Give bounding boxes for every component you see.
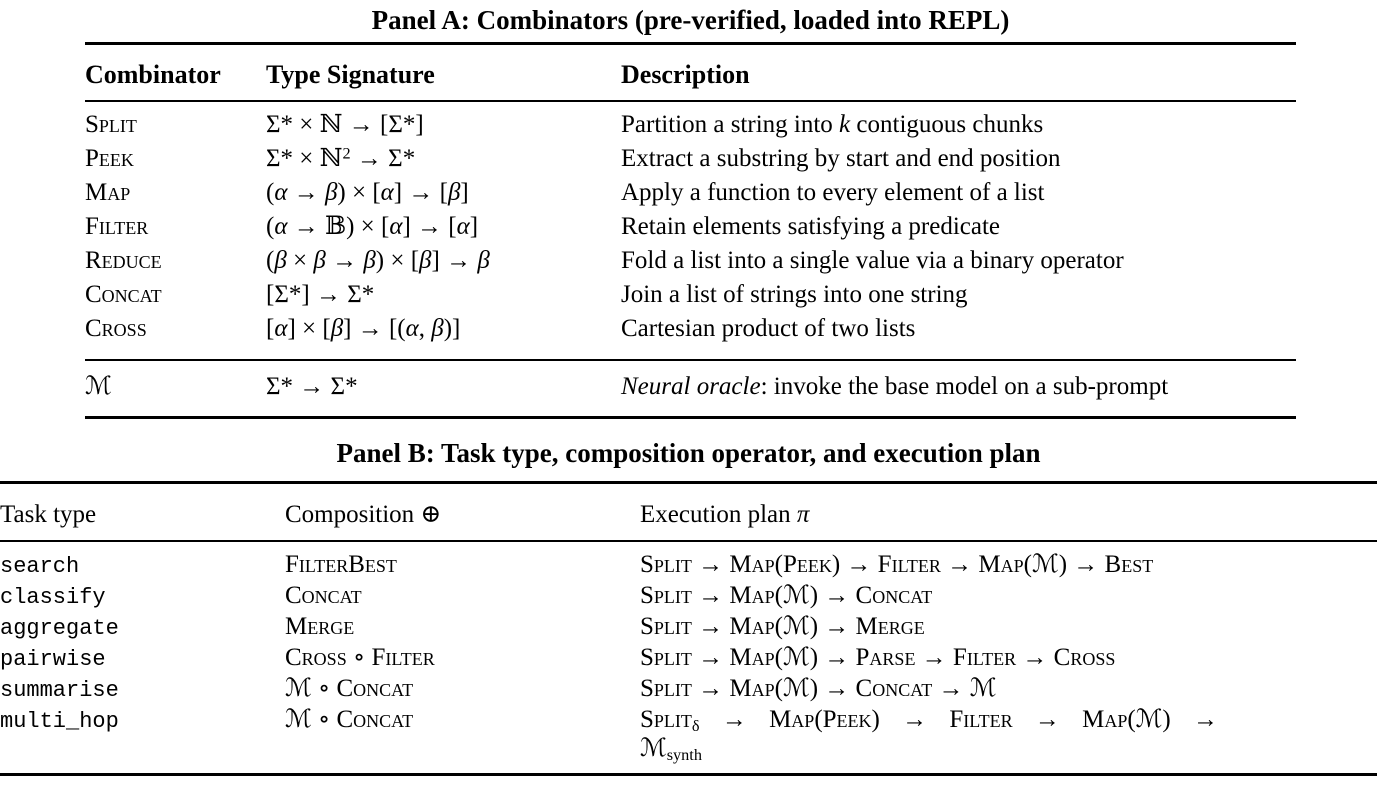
combinator-cell: Concat xyxy=(85,281,162,308)
panel-b-task-plan-table xyxy=(0,430,1377,776)
signature-cell: [α] × [β] → [(α, β)] xyxy=(266,315,461,342)
combinator-cell: Filter xyxy=(85,213,149,240)
composition-cell: Concat xyxy=(285,582,362,609)
signature-cell: (β × β → β) × [β] → β xyxy=(266,247,490,274)
table-row xyxy=(85,278,1296,312)
combinator-cell: Peek xyxy=(85,145,134,172)
panel-b-body xyxy=(0,542,1377,773)
column-header-execution-plan: Execution plan π xyxy=(640,501,810,528)
table-row xyxy=(0,581,1377,612)
table-row xyxy=(0,612,1377,643)
plan-line: Split$_\delta$ → Map(Peek) → Filter → Map(ℳ) → xyxy=(640,706,1218,736)
plan-cell xyxy=(640,674,1377,703)
description-cell: Cartesian product of two lists xyxy=(621,315,916,342)
plan-line: Split → Map(ℳ) → Parse → Filter → Cross xyxy=(640,644,1116,671)
task-cell: summarise xyxy=(0,678,119,703)
table-row xyxy=(0,550,1377,581)
table-row xyxy=(85,176,1296,210)
combinator-cell: Split xyxy=(85,111,137,138)
task-cell: multi_hop xyxy=(0,709,119,734)
task-cell: search xyxy=(0,554,80,579)
panel-a-body xyxy=(85,102,1296,359)
table-row xyxy=(0,705,1377,763)
composition-cell: Cross ∘ Filter xyxy=(285,644,435,671)
combinator-cell-neural-oracle: ℳ xyxy=(85,373,112,400)
plan-cell xyxy=(640,705,1377,763)
signature-cell: [Σ*] → Σ* xyxy=(266,281,375,308)
panel-a-header-row xyxy=(85,45,1296,100)
description-cell: Join a list of strings into one string xyxy=(621,281,968,308)
plan-line: Split → Map(ℳ) → Concat xyxy=(640,582,933,609)
table-row xyxy=(85,312,1296,346)
plan-line: Split → Map(ℳ) → Merge xyxy=(640,613,925,640)
plan-cell xyxy=(640,550,1377,579)
plan-line: Split → Map(Peek) → Filter → Map(ℳ) → Best xyxy=(640,551,1154,578)
plan-cell xyxy=(640,643,1377,672)
description-cell: Partition a string into k contiguous chunks xyxy=(621,111,1044,138)
signature-cell: (α → β) × [α] → [β] xyxy=(266,179,469,206)
column-header-composition: Composition ⊕ xyxy=(285,501,442,528)
table-row xyxy=(0,643,1377,674)
column-header-description: Description xyxy=(621,60,750,89)
rule-thick xyxy=(0,773,1377,776)
rule-thick xyxy=(85,416,1296,419)
plan-line: Split → Map(ℳ) → Concat → ℳ xyxy=(640,675,997,702)
plan-cell xyxy=(640,581,1377,610)
panel-a-title: Panel A: Combinators (pre-verified, loaded into REPL) xyxy=(371,5,1010,35)
composition-cell: ℳ ∘ Concat xyxy=(285,706,414,733)
description-cell: Neural oracle: invoke the base model on a sub-prompt xyxy=(621,373,1169,400)
description-cell: Apply a function to every element of a list xyxy=(621,179,1045,206)
signature-cell: (α → 𝔹) × [α] → [α] xyxy=(266,213,479,240)
table-row xyxy=(85,370,1296,404)
combinator-cell: Cross xyxy=(85,315,147,342)
column-header-combinator: Combinator xyxy=(85,60,221,89)
table-row xyxy=(85,142,1296,176)
signature-cell: Σ* → Σ* xyxy=(266,373,358,400)
composition-cell: Merge xyxy=(285,613,355,640)
combinator-cell: Map xyxy=(85,179,131,206)
panel-b-title: Panel B: Task type, composition operator, and execution plan xyxy=(336,438,1041,468)
combinator-cell: Reduce xyxy=(85,247,162,274)
plan-cell xyxy=(640,612,1377,641)
description-cell: Retain elements satisfying a predicate xyxy=(621,213,1001,240)
signature-cell: Σ* × ℕ → [Σ*] xyxy=(266,111,424,138)
panel-a-oracle-section xyxy=(85,361,1296,416)
composition-cell: ℳ ∘ Concat xyxy=(285,675,414,702)
panel-a-combinators-table xyxy=(85,0,1296,419)
task-cell: pairwise xyxy=(0,647,106,672)
composition-cell: FilterBest xyxy=(285,551,397,578)
column-header-type-signature: Type Signature xyxy=(266,60,435,89)
description-cell: Fold a list into a single value via a binary operator xyxy=(621,247,1124,274)
task-cell: aggregate xyxy=(0,616,119,641)
task-cell: classify xyxy=(0,585,106,610)
column-header-task-type: Task type xyxy=(0,501,97,528)
panel-b-header-row xyxy=(0,484,1377,540)
signature-cell: Σ* × ℕ$^2$ → Σ* xyxy=(266,144,416,172)
table-row xyxy=(85,210,1296,244)
table-row xyxy=(85,244,1296,278)
plan-line: ℳ$_{synth}$ xyxy=(640,735,702,765)
description-cell: Extract a substring by start and end position xyxy=(621,145,1061,172)
table-row xyxy=(0,674,1377,705)
table-row xyxy=(85,108,1296,142)
